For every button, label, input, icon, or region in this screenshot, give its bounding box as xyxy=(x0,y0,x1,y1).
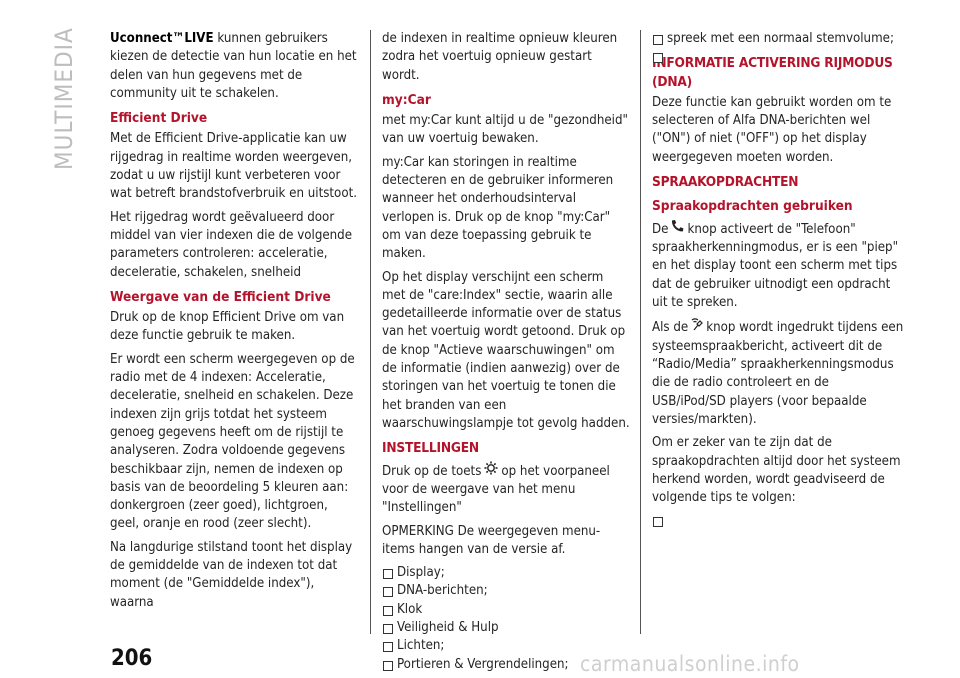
paragraph-text: knop wordt ingedrukt tijdens een systeemspraakbericht, activeert dit de “Radio/Media” spraakherkenningsmodus die de radio controleert en de USB/iPod/SD players (voor bepaalde versies/markten). xyxy=(652,320,904,427)
list-item: DNA-berichten; xyxy=(382,582,630,600)
voice-command-icon xyxy=(690,317,704,337)
paragraph: de indexen in realtime opnieuw kleuren zodra het voertuig opnieuw gestart wordt. xyxy=(382,31,618,83)
brand-name: Uconnect™LIVE xyxy=(110,31,214,46)
paragraph-text: De xyxy=(652,221,669,237)
heading-settings: INSTELLINGEN xyxy=(382,440,479,457)
paragraph xyxy=(652,317,906,429)
column-1 xyxy=(110,30,360,617)
list-item: Veiligheid & Hulp xyxy=(382,619,630,637)
list-item: spreek met een normaal stemvolume; xyxy=(652,30,906,48)
phone-icon xyxy=(670,219,685,239)
watermark: carmanualsonline.info xyxy=(580,652,800,676)
list-item: Lichten; xyxy=(382,637,630,655)
section-side-label: MULTIMEDIA xyxy=(50,27,78,170)
paragraph: Op het display verschijnt een scherm met de "care:Index" sectie, waarin alle gedetailleerde informatie over de status van het voertuig wordt getoond. Druk op de knop "Actieve waarschuwingen" om de informatie (indien aanwezig) over de storingen van het voertuig te tonen die het branden van een waarschuwingslampje tot gevolg hadden. xyxy=(382,269,630,431)
column-3 xyxy=(652,30,906,512)
paragraph: met my:Car kunt altijd u de "gezondheid" van uw voertuig bewaken. xyxy=(382,113,628,147)
heading-mycar: my:Car xyxy=(382,91,431,108)
settings-gear-icon xyxy=(483,461,499,481)
heading-using-voice-commands: Spraakopdrachten gebruiken xyxy=(652,198,853,215)
column-divider xyxy=(640,30,641,634)
column-2 xyxy=(382,30,630,678)
column-divider xyxy=(370,30,371,634)
paragraph-text: op het voorpaneel voor de weergave van het menu "Instellingen" xyxy=(382,463,610,516)
list-item: Klok xyxy=(382,601,630,619)
paragraph xyxy=(110,30,360,103)
settings-menu-list-continued xyxy=(652,30,906,48)
paragraph: Om er zeker van te zijn dat de spraakopdrachten altijd door het systeem herkend worden, wordt geadviseerd de volgende tips te volgen: xyxy=(652,435,901,506)
paragraph-text: kunnen gebruikers kiezen de detectie van hun locatie en het delen van hun gegevens met de community uit te schakelen. xyxy=(110,31,357,101)
paragraph: my:Car kan storingen in realtime detecteren en de gebruiker informeren wanneer het onderhoudsinterval verlopen is. Druk op de knop "my:Car" om van deze toepassing gebruik te maken. xyxy=(382,154,614,262)
paragraph-text: knop activeert de "Telefoon" spraakherkenningmodus, er is een "piep" en het display toont een scherm met tips dat de gebruiker uitnodigt een opdracht uit te spreken. xyxy=(652,221,899,311)
paragraph: Druk op de knop Efficient Drive om van deze functie gebruik te maken. xyxy=(110,310,345,344)
page-number: 206 xyxy=(111,646,153,671)
paragraph xyxy=(652,219,906,313)
heading-efficient-drive: Efficient Drive xyxy=(110,110,208,127)
paragraph: Er wordt een scherm weergegeven op de radio met de 4 indexen: Acceleratie, deceleratie, snelheid en schakelen. Deze indexen zijn grijs totdat het systeem genoeg gegevens heeft om de rijstijl te analyseren. Zodra voldoende gegevens beschikbaar zijn, nemen de indexen op basis van de beoordeling 5 kleuren aan: donkergroen (zeer goed), lichtgroen, geel, oranje en rood (zeer slecht). xyxy=(110,351,355,532)
heading-voice-commands: SPRAAKOPDRACHTEN xyxy=(652,174,799,191)
paragraph xyxy=(382,461,630,518)
paragraph: Na langdurige stilstand toont het display de gemiddelde van de indexen tot dat moment (de "Gemiddelde index"), waarna xyxy=(110,539,353,610)
paragraph-text: Als de xyxy=(652,320,689,336)
paragraph: Het rijgedrag wordt geëvalueerd door middel van vier indexen die de volgende parameters controleren: acceleratie, deceleratie, schakelen, snelheid xyxy=(110,209,353,280)
paragraph: OPMERKING De weergegeven menu-items hangen van de versie af. xyxy=(382,523,601,557)
heading-efficient-drive-view: Weergave van de Efficient Drive xyxy=(110,288,331,305)
paragraph: Deze functie kan gebruikt worden om te selecteren of Alfa DNA-berichten wel ("ON") of niet ("OFF") op het display weergegeven moeten worden. xyxy=(652,94,892,165)
heading-dna-info: INFORMATIE ACTIVERING RIJMODUS (DNA) xyxy=(652,55,893,90)
list-item: Display; xyxy=(382,564,630,582)
paragraph-text: Druk op de toets xyxy=(382,463,482,479)
paragraph: Met de Efficient Drive-applicatie kan uw rijgedrag in realtime worden weergeven, zodat u uw rijstijl kunt verbeteren voor wat betreft brandstofverbruik en uitstoot. xyxy=(110,131,357,202)
list-item: Portieren & Vergrendelingen; xyxy=(382,656,630,674)
